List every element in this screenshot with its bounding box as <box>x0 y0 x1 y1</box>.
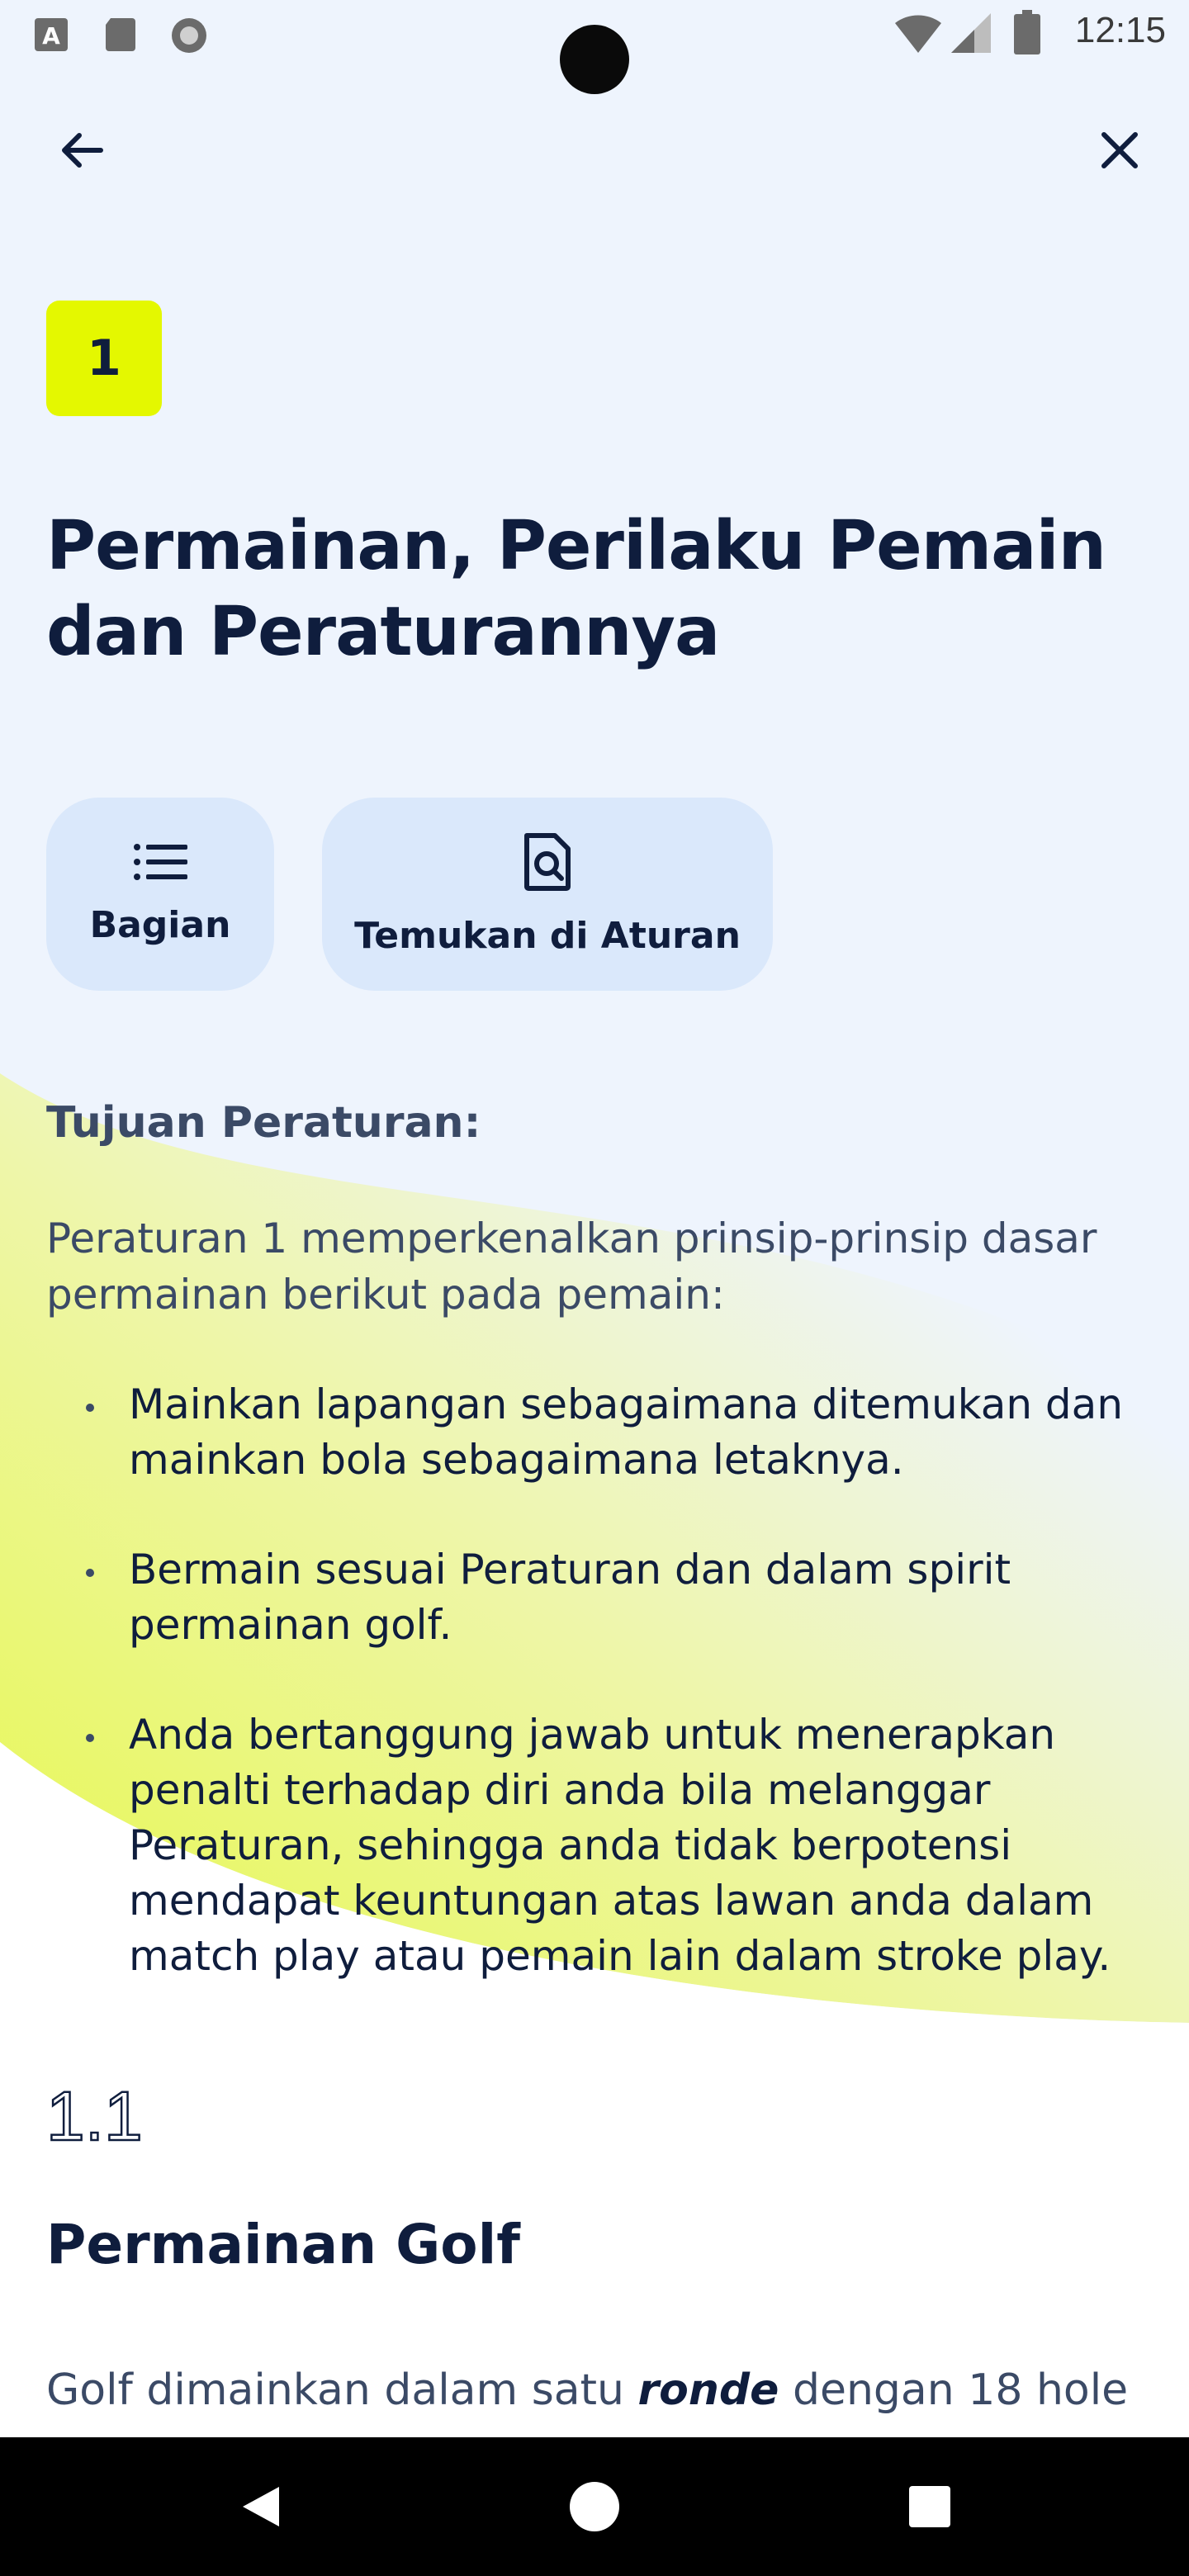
triangle-back-icon <box>236 2482 286 2531</box>
circle-home-icon <box>568 2480 621 2533</box>
text-a-icon <box>33 17 69 53</box>
section-title: Permainan Golf <box>46 2213 520 2276</box>
close-button[interactable] <box>1080 111 1159 190</box>
rule-number-badge: 1 <box>46 301 162 416</box>
arrow-left-icon <box>56 125 106 175</box>
battery-icon <box>1014 10 1040 54</box>
section-number-text: 1.1 <box>46 2081 143 2155</box>
list-item: Bermain sesuai Peraturan dan dalam spirit permainan golf. <box>83 1542 1148 1653</box>
purpose-bullet-list <box>83 1377 1148 2039</box>
close-icon <box>1099 130 1140 171</box>
status-time: 12:15 <box>1074 10 1166 50</box>
nav-home-button[interactable] <box>561 2474 628 2540</box>
document-search-icon <box>522 832 573 892</box>
purpose-intro: Peraturan 1 memperkenalkan prinsip-prinsip dasar permainan berikut pada pemain: <box>46 1215 1097 1319</box>
svg-text:A: A <box>42 22 60 50</box>
section-number <box>46 2081 211 2155</box>
list-item: Mainkan lapangan sebagaimana ditemukan dan mainkan bola sebagaimana letaknya. <box>83 1377 1148 1488</box>
nav-recents-button[interactable] <box>897 2474 963 2540</box>
defined-term-link[interactable]: ronde <box>637 2365 779 2415</box>
find-in-rules-label: Temukan di Aturan <box>354 914 741 957</box>
purpose-heading: Tujuan Peraturan: <box>46 1098 481 1148</box>
square-recents-icon <box>907 2484 953 2530</box>
list-item: Anda bertanggung jawab untuk menerapkan penalti terhadap diri anda bila melanggar Peraturan, sehingga anda tidak berpotensi mendapat keuntungan atas lawan anda dalam match play atau pemain lain dalam stroke play. <box>83 1707 1148 1984</box>
find-in-rules-button[interactable] <box>322 798 773 991</box>
wifi-icon <box>893 12 943 54</box>
body-text-suffix: dengan 18 hole <box>779 2365 1129 2415</box>
section-body-text <box>46 2361 1144 2419</box>
status-bar <box>0 0 1189 69</box>
nav-back-button[interactable] <box>228 2474 294 2540</box>
back-button[interactable] <box>41 111 121 190</box>
circle-record-icon <box>170 17 208 54</box>
list-icon <box>133 843 187 881</box>
sections-button[interactable] <box>46 798 274 991</box>
page-title: Permainan, Perilaku Pemain dan Peraturannya <box>46 507 1106 671</box>
system-navigation-bar <box>0 2437 1189 2576</box>
body-text-prefix: Golf dimainkan dalam satu <box>46 2365 638 2415</box>
sd-card-icon <box>102 17 139 53</box>
sections-button-label: Bagian <box>89 903 231 946</box>
cell-signal-icon <box>950 12 992 54</box>
front-camera <box>560 25 629 94</box>
